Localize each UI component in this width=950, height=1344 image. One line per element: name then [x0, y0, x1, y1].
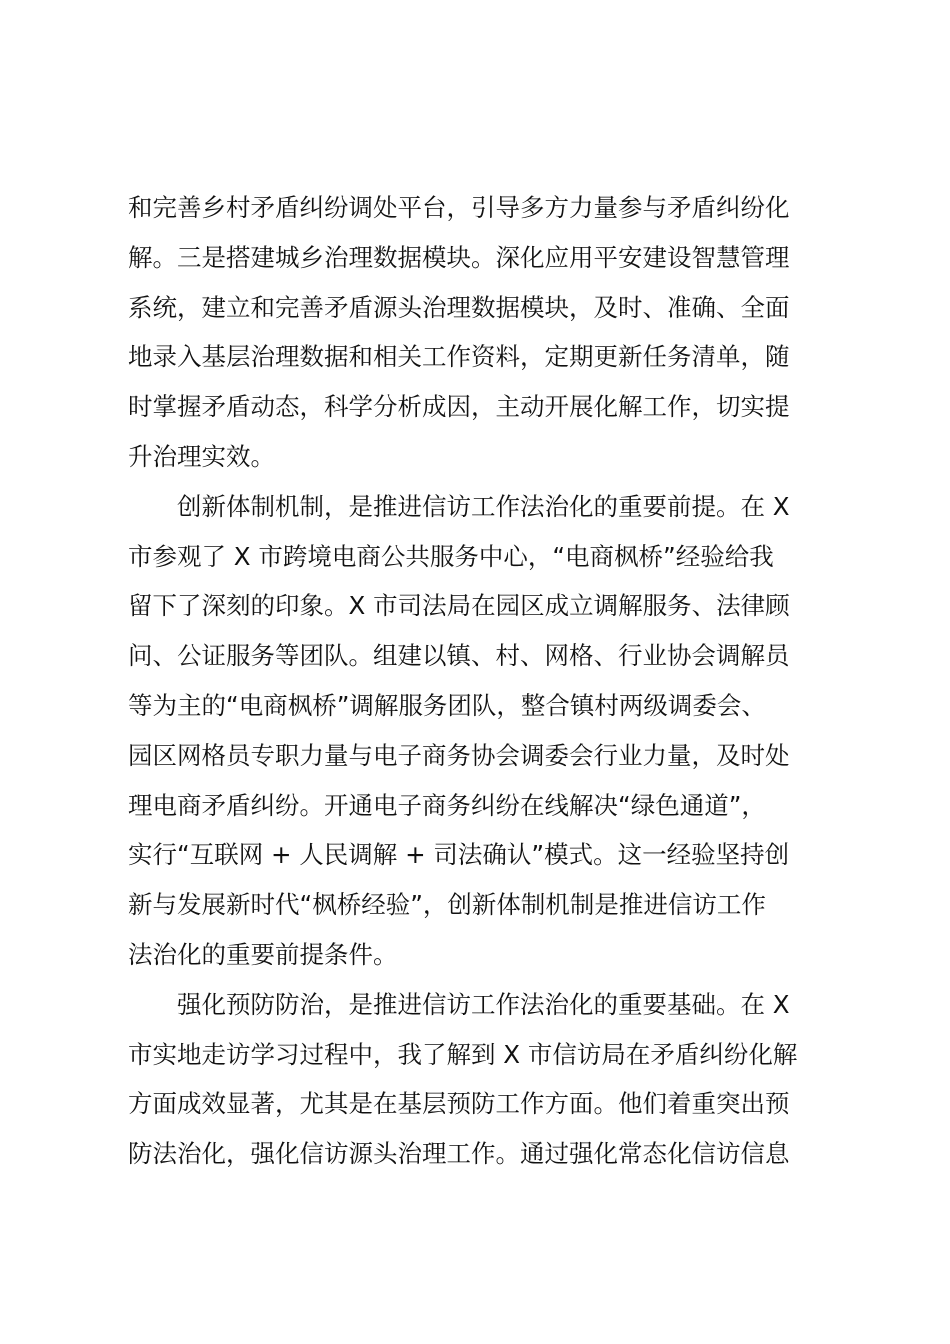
text-line: 市实地走访学习过程中，我了解到 X 市信访局在矛盾纠纷化解 [128, 1039, 798, 1069]
text-line: 问、公证服务等团队。组建以镇、村、网格、行业协会调解员 [128, 641, 790, 671]
text-line: 方面成效显著，尤其是在基层预防工作方面。他们着重突出预 [128, 1089, 790, 1119]
text-line: 防法治化，强化信访源头治理工作。通过强化常态化信访信息 [128, 1139, 790, 1169]
text-line: 地录入基层治理数据和相关工作资料，定期更新任务清单，随 [128, 342, 790, 372]
text-line: 市参观了 X 市跨境电商公共服务中心，“电商枫桥”经验给我 [128, 541, 774, 571]
text-line: 留下了深刻的印象。X 市司法局在园区成立调解服务、法律顾 [128, 591, 790, 621]
text-line: 强化预防防治，是推进信访工作法治化的重要基础。在 X [128, 989, 790, 1019]
text-line: 和完善乡村矛盾纠纷调处平台，引导多方力量参与矛盾纠纷化 [128, 193, 790, 222]
text-line: 解。三是搭建城乡治理数据模块。深化应用平安建设智慧管理 [128, 242, 790, 272]
text-line: 升治理实效。 [128, 441, 275, 471]
text-line: 创新体制机制，是推进信访工作法治化的重要前提。在 X [128, 491, 790, 521]
text-line: 园区网格员专职力量与电子商务协会调委会行业力量，及时处 [128, 740, 790, 770]
text-line: 时掌握矛盾动态，科学分析成因，主动开展化解工作，切实提 [128, 392, 790, 422]
text-line: 实行“互联网 + 人民调解 + 司法确认”模式。这一经验坚持创 [128, 840, 790, 870]
text-line: 系统，建立和完善矛盾源头治理数据模块，及时、准确、全面 [128, 292, 790, 322]
text-line: 法治化的重要前提条件。 [128, 939, 398, 969]
text-line: 新与发展新时代“枫桥经验”，创新体制机制是推进信访工作 [128, 890, 766, 920]
text-line: 等为主的“电商枫桥”调解服务团队，整合镇村两级调委会、 [128, 690, 766, 720]
text-line: 理电商矛盾纠纷。开通电子商务纠纷在线解决“绿色通道”， [128, 790, 766, 820]
body-text [128, 183, 838, 1179]
